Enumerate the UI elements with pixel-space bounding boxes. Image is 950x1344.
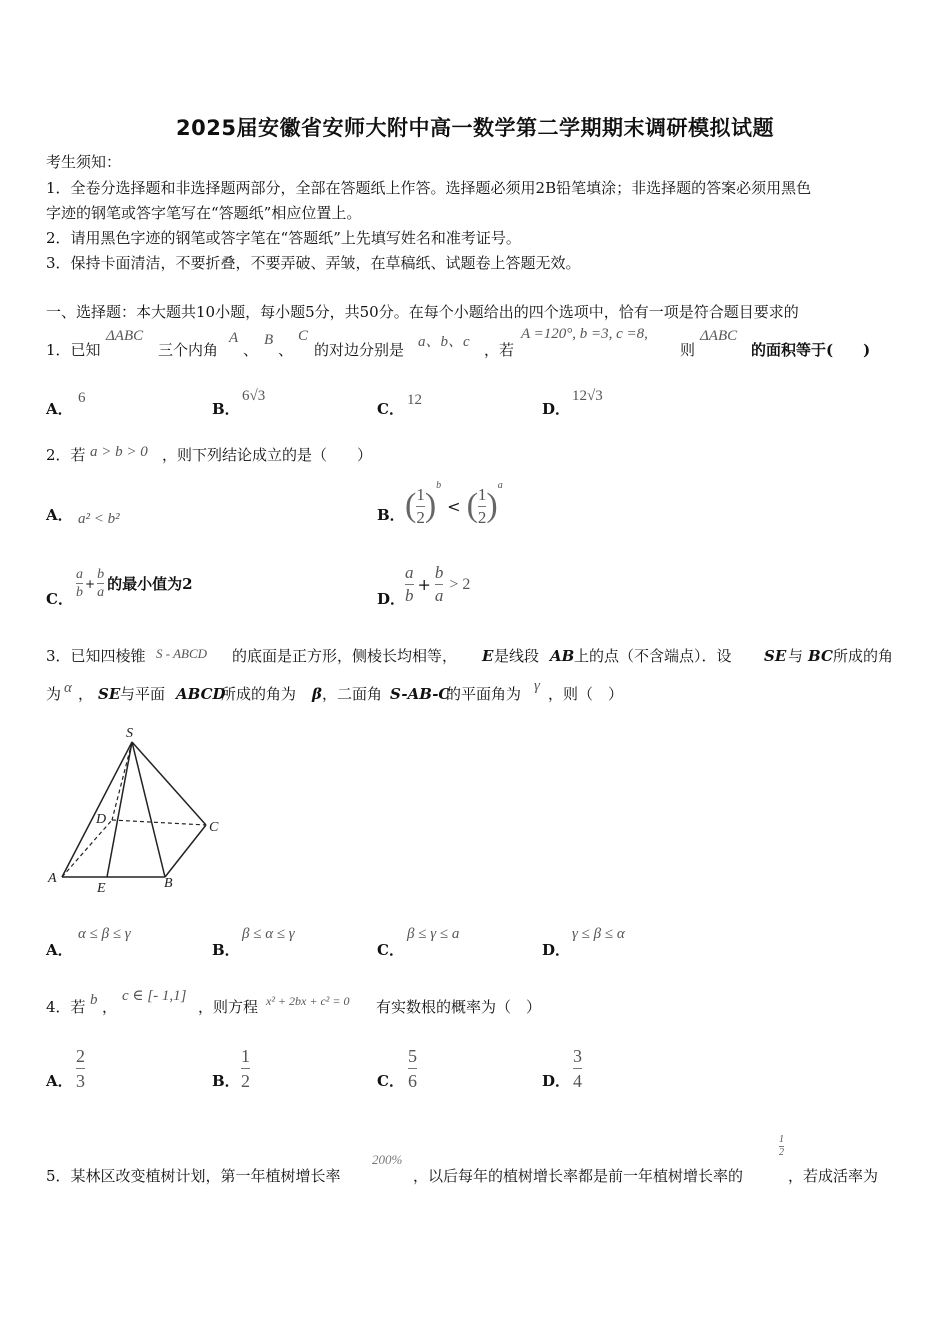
q4-option-d-label[interactable]: D． — [542, 1072, 571, 1090]
q2-option-b-value — [405, 478, 503, 534]
edge-sc — [132, 742, 206, 825]
edge-se — [107, 742, 132, 877]
q1-sep-2: 、 — [278, 341, 294, 359]
q4-d-den: 4 — [573, 1071, 582, 1091]
q1-sep-1: 、 — [243, 341, 259, 359]
q1-sides: a、b、c — [418, 334, 470, 350]
q1-condition: A =120°, b =3, c =8, — [521, 326, 648, 342]
q3-pyramid: S - ABCD — [156, 646, 208, 661]
q3-line2-f: 的平面角为 — [446, 685, 522, 703]
q3-option-c-label[interactable]: C． — [377, 941, 404, 959]
q4-comma: ， — [102, 998, 118, 1016]
q4-option-a-label[interactable]: A． — [46, 1072, 73, 1090]
q4-a-num: 2 — [76, 1046, 85, 1066]
q3-line2-b: ， — [78, 685, 94, 703]
q2-c-frac-1 — [76, 566, 83, 601]
q4-option-b-value — [241, 1044, 250, 1093]
q2-c-den-1: b — [76, 585, 83, 600]
q3-option-b-label[interactable]: B． — [212, 941, 240, 959]
edge-sd — [112, 742, 132, 820]
q5-half-num: 1 — [779, 1134, 784, 1145]
q2-b-exp-1: b — [436, 480, 442, 491]
notice-line-1b: 字迹的钢笔或答字笔写在“答题纸”相应位置上。 — [46, 204, 362, 222]
left-paren: ( — [466, 487, 478, 524]
q3-se: SE — [764, 647, 787, 665]
q1-angle-a: A — [229, 330, 239, 346]
q3-option-c-value: β ≤ γ ≤ a — [407, 926, 460, 942]
q3-option-d-value: γ ≤ β ≤ α — [572, 926, 625, 942]
q2-b-lt: < — [447, 496, 461, 516]
q2-condition: a > b > 0 — [90, 444, 148, 460]
q5-rate: 200% — [372, 1152, 403, 1167]
q5-number: 5．某林区改变植树计划，第一年植树增长率 — [46, 1167, 341, 1185]
q3-beta: β — [312, 685, 322, 703]
q2-d-den-2: a — [434, 586, 444, 605]
q2-option-d-value — [405, 562, 470, 607]
q2-b-exp-2: a — [497, 480, 503, 491]
q3-bc: BC — [808, 647, 833, 665]
q1-text-5: 的面积等于( ) — [751, 341, 871, 359]
q4-c-num: 5 — [408, 1046, 417, 1066]
q2-d-frac-2 — [435, 562, 444, 607]
q1-option-a-label[interactable]: A． — [46, 400, 73, 418]
label-s: S — [126, 726, 133, 741]
q1-text-4: 则 — [680, 341, 696, 359]
q4-c-den: 6 — [408, 1071, 417, 1091]
q1-number: 1．已知 — [46, 341, 101, 359]
q2-b-den-2: 2 — [477, 507, 487, 527]
q4-text-1: ，则方程 — [198, 998, 259, 1016]
q1-option-c-value: 12 — [407, 392, 422, 408]
q1-text-3: ，若 — [484, 341, 515, 359]
q2-d-num-1: a — [405, 563, 414, 582]
q2-option-c-value — [76, 566, 193, 601]
label-c: C — [209, 820, 219, 835]
q2-c-den-2: a — [97, 585, 105, 600]
q2-c-frac-2 — [97, 566, 104, 601]
notice-line-3: 3．保持卡面清洁，不要折叠，不要弄破、弄皱，在草稿纸、试题卷上答题无效。 — [46, 254, 581, 272]
q2-d-gt: > 2 — [449, 575, 471, 593]
edge-dc — [112, 820, 206, 825]
q3-text-3: 上的点（不含端点）．设 — [574, 647, 732, 665]
q1-text-2: 的对边分别是 — [314, 341, 405, 359]
q2-c-plus: + — [85, 576, 96, 591]
q1-option-d-value: 12√3 — [572, 388, 603, 404]
q2-b-fraction-1 — [416, 484, 425, 529]
q2-d-num-2: b — [434, 563, 444, 582]
q4-a-den: 3 — [76, 1071, 85, 1091]
q4-number: 4．若 — [46, 998, 86, 1016]
q1-option-c-label[interactable]: C． — [377, 400, 404, 418]
q3-line2-d: 所成的角为 — [221, 685, 297, 703]
q2-d-den-1: b — [405, 586, 414, 605]
q5-half-den: 2 — [779, 1147, 784, 1158]
q2-d-frac-1 — [405, 562, 414, 607]
q4-b: b — [90, 992, 98, 1008]
right-paren: ) — [486, 487, 498, 524]
q5-half — [779, 1134, 784, 1159]
q3-line2-e: ，二面角 — [322, 685, 383, 703]
q2-c-text: 的最小值为2 — [107, 575, 193, 593]
label-a: A — [48, 871, 57, 886]
q3-option-b-value: β ≤ α ≤ γ — [242, 926, 295, 942]
q3-se-2: SE — [98, 685, 121, 703]
q2-b-den-1: 2 — [416, 507, 425, 527]
q1-triangle-2: ΔABC — [700, 328, 738, 344]
q3-sabc: S-AB-C — [390, 685, 451, 703]
right-paren: ) — [424, 487, 437, 524]
q3-option-a-value: α ≤ β ≤ γ — [78, 926, 131, 942]
q4-b-num: 1 — [241, 1046, 250, 1066]
q3-line2-c: 与平面 — [120, 685, 166, 703]
q1-option-a-value: 6 — [78, 390, 86, 406]
notice-heading: 考生须知： — [46, 153, 122, 171]
q2-option-d-label[interactable]: D． — [377, 590, 406, 608]
q5-text-1: ，以后每年的植树增长率都是前一年植树增长率的 — [413, 1167, 744, 1185]
q3-alpha: α — [64, 680, 72, 696]
q4-d-num: 3 — [573, 1046, 582, 1066]
q2-b-fraction-2 — [478, 484, 487, 529]
q2-d-plus: + — [417, 575, 431, 594]
q4-option-b-label[interactable]: B． — [212, 1072, 240, 1090]
pyramid-figure — [40, 720, 240, 900]
q1-text-1: 三个内角 — [158, 341, 219, 359]
q3-text-5: 所成的角 — [833, 647, 894, 665]
q1-angle-b: B — [264, 332, 274, 348]
q2-option-a-label[interactable]: A． — [46, 506, 73, 524]
q2-b-num-2: 1 — [477, 484, 487, 504]
q3-abcd: ABCD — [176, 685, 226, 703]
q3-text-2: 是线段 — [494, 647, 540, 665]
notice-line-1a: 1．全卷分选择题和非选择题两部分，全部在答题纸上作答。选择题必须用2B铅笔填涂；非选择题的答案必须用黑色 — [46, 179, 812, 197]
page-title: 2025届安徽省安师大附中高一数学第二学期期末调研模拟试题 — [176, 116, 774, 140]
q3-ab: AB — [550, 647, 575, 665]
q3-e: E — [482, 647, 494, 665]
q3-gamma: γ — [534, 678, 540, 694]
notice-line-2: 2．请用黑色字迹的钢笔或答字笔在“答题纸”上先填写姓名和准考证号。 — [46, 229, 521, 247]
q2-c-num-1: a — [76, 567, 83, 582]
label-d: D — [96, 812, 107, 827]
q3-option-d-label[interactable]: D． — [542, 941, 571, 959]
q2-option-b-label[interactable]: B． — [377, 506, 405, 524]
q4-text-2: 有实数根的概率为（ ） — [376, 998, 542, 1016]
edge-sa — [62, 742, 132, 877]
q3-option-a-label[interactable]: A． — [46, 941, 73, 959]
q3-text-1: 的底面是正方形，侧棱长均相等， — [232, 647, 458, 665]
q2-text: ，则下列结论成立的是（ ） — [162, 446, 373, 464]
section-heading: 一、选择题：本大题共10小题，每小题5分，共50分。在每个小题给出的四个选项中，恰有一项是符合题目要求的 — [46, 303, 799, 321]
q2-c-num-2: b — [97, 567, 105, 582]
q2-option-a-value: a² < b² — [78, 511, 120, 527]
q2-option-c-label[interactable]: C． — [46, 590, 73, 608]
q1-triangle: ΔABC — [106, 328, 144, 344]
q3-line2-a: 为 — [46, 685, 62, 703]
left-paren: ( — [405, 487, 417, 524]
q2-number: 2．若 — [46, 446, 86, 464]
edge-bc — [165, 825, 206, 877]
q4-equation: x² + 2bx + c² = 0 — [266, 994, 350, 1008]
q5-text-2: ，若成活率为 — [788, 1167, 879, 1185]
q4-b-den: 2 — [241, 1071, 250, 1091]
q3-text-4: 与 — [788, 647, 804, 665]
q1-option-b-value: 6√3 — [242, 388, 266, 404]
edge-sb — [132, 742, 165, 877]
q3-number: 3．已知四棱锥 — [46, 647, 146, 665]
q4-option-d-value — [573, 1044, 582, 1093]
q4-option-c-label[interactable]: C． — [377, 1072, 404, 1090]
label-e: E — [97, 881, 106, 896]
q2-b-num-1: 1 — [416, 484, 425, 504]
q4-option-c-value — [408, 1044, 417, 1093]
q1-option-d-label[interactable]: D． — [542, 400, 571, 418]
q3-line2-g: ，则（ ） — [548, 685, 624, 703]
q4-option-a-value — [76, 1044, 85, 1093]
label-b: B — [164, 876, 173, 891]
q4-c-range: c ∈ [- 1,1] — [122, 988, 187, 1004]
q1-option-b-label[interactable]: B． — [212, 400, 240, 418]
q1-angle-c: C — [298, 328, 309, 344]
